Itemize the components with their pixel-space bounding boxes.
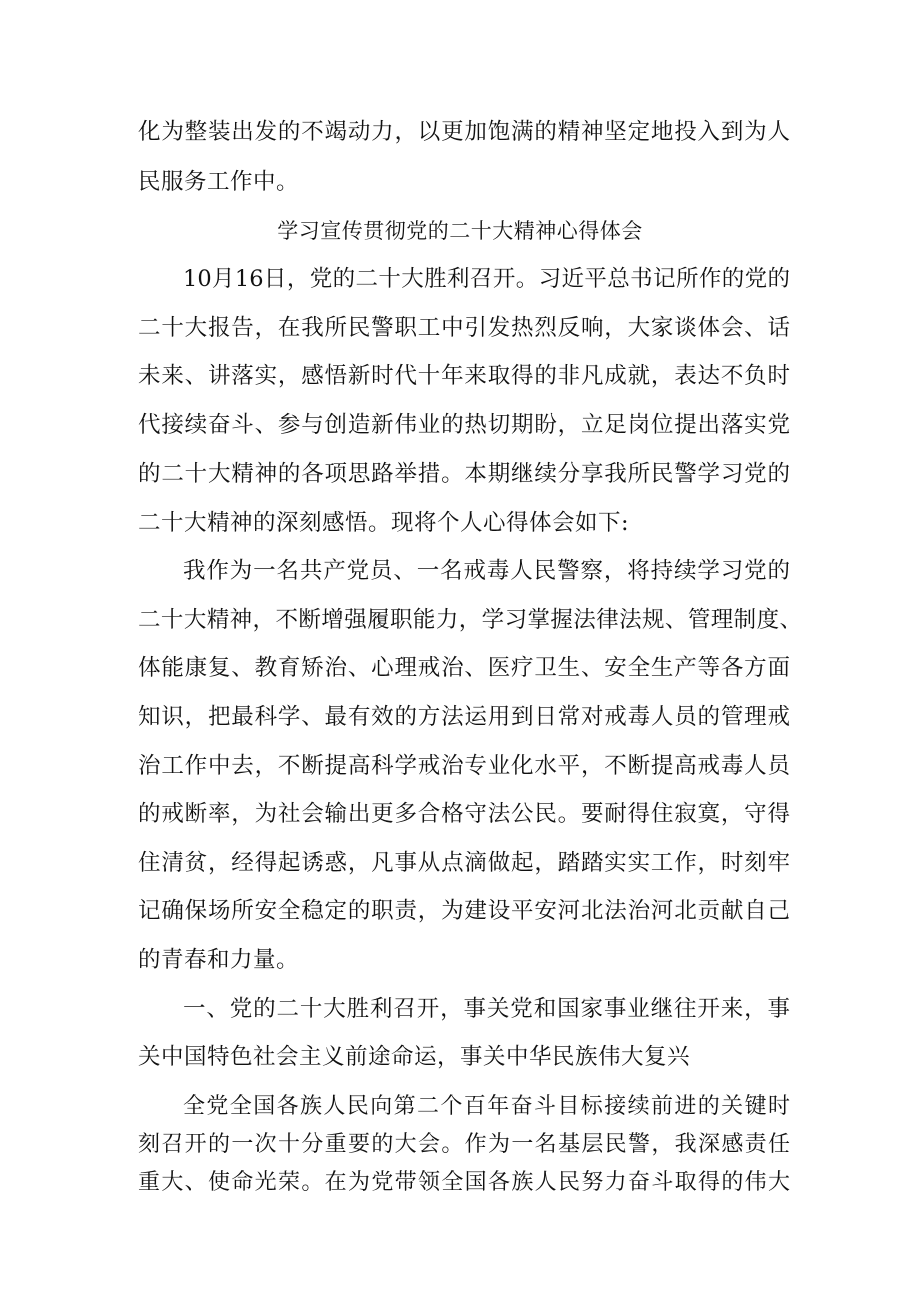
body-line: 二十大报告，在我所民警职工中引发热烈反响，大家谈体会、话 (138, 315, 790, 341)
body-line: 化为整装出发的不竭动力，以更加饱满的精神坚定地投入到为人 (138, 119, 790, 145)
section-heading-line: 一、党的二十大胜利召开，事关党和国家事业继往开来，事 (183, 996, 790, 1022)
body-line: 二十大精神的深刻感悟。现将个人心得体会如下: (138, 510, 630, 536)
body-line: 体能康复、教育矫治、心理戒治、医疗卫生、安全生产等各方面 (138, 655, 790, 681)
body-line: 二十大精神，不断增强履职能力，学习掌握法律法规、管理制度、 (138, 607, 802, 633)
body-line: 的二十大精神的各项思路举措。本期继续分享我所民警学习党的 (138, 461, 790, 487)
body-line: 民服务工作中。 (138, 169, 300, 195)
body-line: 的戒断率，为社会输出更多合格守法公民。要耐得住寂寞，守得 (138, 801, 790, 827)
body-line: 未来、讲落实，感悟新时代十年来取得的非凡成就，表达不负时 (138, 363, 790, 389)
body-line: 代接续奋斗、参与创造新伟业的热切期盼，立足岗位提出落实党 (138, 412, 790, 438)
body-line: 知识，把最科学、最有效的方法运用到日常对戒毒人员的管理戒 (138, 704, 790, 730)
document-title: 学习宣传贯彻党的二十大精神心得体会 (277, 219, 643, 243)
body-line: 的青春和力量。 (138, 947, 300, 973)
body-line: 治工作中去，不断提高科学戒治专业化水平，不断提高戒毒人员 (138, 753, 790, 779)
body-line: 住清贫，经得起诱惑，凡事从点滴做起，踏踏实实工作，时刻牢 (138, 850, 790, 876)
body-line: 重大、使命光荣。在为党带领全国各族人民努力奋斗取得的伟大 (138, 1170, 790, 1195)
body-line: 全党全国各族人民向第二个百年奋斗目标接续前进的关键时 (183, 1094, 790, 1119)
body-line: 我作为一名共产党员、一名戒毒人民警察，将持续学习党的 (183, 558, 790, 584)
body-line: 记确保场所安全稳定的职责，为建设平安河北法治河北贡献自己 (138, 898, 790, 924)
body-line: 10月16日，党的二十大胜利召开。习近平总书记所作的党的 (183, 266, 790, 292)
section-heading-line: 关中国特色社会主义前途命运，事关中华民族伟大复兴 (138, 1044, 691, 1070)
body-line: 刻召开的一次十分重要的大会。作为一名基层民警，我深感责任 (138, 1132, 790, 1157)
